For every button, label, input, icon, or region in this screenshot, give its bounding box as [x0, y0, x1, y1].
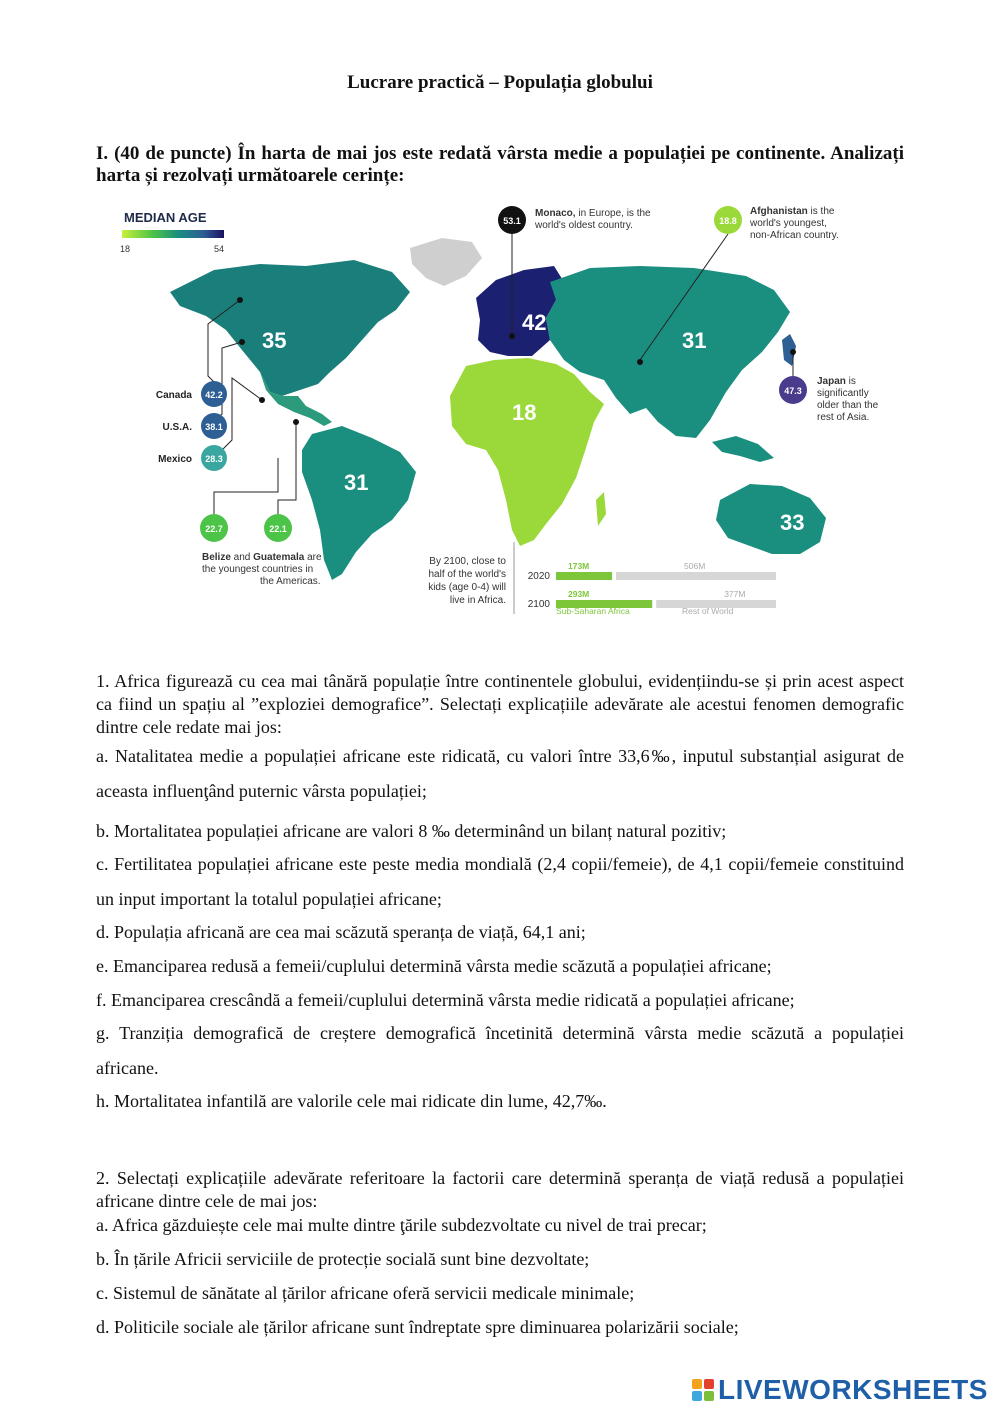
madagascar-shape: [596, 492, 606, 526]
kids-note-line1: By 2100, close to: [429, 556, 506, 567]
kids-note-line2: half of the world's: [428, 569, 506, 580]
americas-note-line2: the youngest countries in: [202, 564, 314, 575]
world-map-graphic: [110, 200, 890, 630]
kids-bar-year: 2020: [527, 571, 550, 582]
question-1-option-d: d. Populația africană are cea mai scăzută speranța de viață, 64,1 ani;: [96, 922, 586, 942]
oceania-shape: [716, 484, 826, 554]
logo-blocks-icon: [692, 1379, 714, 1401]
legend-min: 18: [120, 244, 131, 254]
japan-note-line2: significantly: [817, 388, 869, 399]
kids-bar-rest-label: 506M: [684, 561, 706, 571]
value-europe: 42: [522, 310, 547, 335]
question-1-lead: 1. Africa figurează cu cea mai tânără populație între continentele globului, evidențiindu-se și prin acest aspect ca fiind un spațiu al ”exploziei demografice”. Selectați explicațiile adevărate ale acestui fenomen demografic dintre cele redate mai jos:: [96, 671, 904, 737]
afghanistan-note-line1: Afghanistan is the: [750, 206, 835, 217]
afghanistan-note-line3: non-African country.: [750, 230, 839, 241]
section-intro: I. (40 de puncte) În harta de mai jos este redată vârsta medie a populației pe continente. Analizați harta și rezolvați următoarele cerințe:: [96, 143, 904, 186]
question-1-option-e: e. Emanciparea redusă a femeii/cuplului determină vârsta medie scăzută a populației africane;: [96, 956, 772, 976]
question-2-option-b: b. În țările Africii serviciile de protecție socială sunt bine dezvoltate;: [96, 1249, 590, 1269]
usa-label: U.S.A.: [162, 422, 192, 433]
japan-note-line3: older than the: [817, 400, 879, 411]
question-1-option-c: c. Fertilitatea populației africane este peste media mondială (2,4 copii/femeie), de 4,1 copii/femeie constituind un input important la totalul populației africane;: [96, 854, 904, 909]
liveworksheets-logo: [692, 1374, 988, 1406]
question-1-option-b: b. Mortalitatea populației africane are valori 8 ‰ determinând un bilanț natural pozitiv;: [96, 821, 727, 841]
question-1-option-g: g. Tranziția demografică de creștere demografică încetinită determină vârsta medie scăzută a populației africane.: [96, 1023, 904, 1078]
belize-value: 22.7: [205, 524, 223, 534]
mexico-value: 28.3: [205, 454, 223, 464]
question-2-option-a: a. Africa găzduiește cele mai multe dintre ţările subdezvoltate cu nivel de trai precar;: [96, 1215, 707, 1235]
guatemala-value: 22.1: [269, 524, 287, 534]
americas-note-line1: Belize and Guatemala are: [202, 552, 322, 563]
usa-value: 38.1: [205, 422, 223, 432]
value-asia: 31: [682, 328, 707, 353]
legend-sub-saharan: Sub-Saharan Africa: [556, 606, 630, 616]
kids-note-line4: live in Africa.: [449, 595, 506, 606]
japan-value: 47.3: [784, 386, 802, 396]
logo-text: LIVEWORKSHEETS: [718, 1374, 988, 1405]
japan-note-line4: rest of Asia.: [817, 412, 870, 423]
legend-max: 54: [214, 244, 225, 254]
question-2: [96, 1167, 904, 1339]
north-america-shape: [170, 260, 410, 396]
kids-population-bars: [528, 561, 776, 610]
southeast-asia-islands: [712, 436, 774, 462]
value-north-america: 35: [262, 328, 287, 353]
mexico-label: Mexico: [158, 454, 192, 465]
americas-note-line3: the Americas.: [260, 576, 321, 587]
canada-value: 42.2: [205, 390, 223, 400]
legend-gradient: [122, 230, 224, 238]
legend-rest-of-world: Rest of World: [682, 606, 734, 616]
kids-bar-rest: [616, 572, 776, 580]
kids-bar-year: 2100: [527, 599, 550, 610]
value-africa: 18: [512, 400, 537, 425]
kids-bar-africa: [556, 572, 612, 580]
page-title: Lucrare practică – Populația globului: [347, 72, 653, 93]
question-1: [96, 670, 904, 1113]
question-2-option-c: c. Sistemul de sănătate al țărilor africane oferă servicii medicale minimale;: [96, 1283, 635, 1303]
question-1-option-h: h. Mortalitatea infantilă are valorile cele mai ridicate din lume, 42,7‰.: [96, 1091, 607, 1111]
kids-bar-africa-label: 173M: [568, 561, 590, 571]
kids-bar-africa-label: 293M: [568, 589, 590, 599]
question-2-option-d: d. Politicile sociale ale țărilor africane sunt îndreptate spre diminuarea polarizării sociale;: [96, 1317, 739, 1337]
monaco-note-line2: world's oldest country.: [535, 220, 633, 231]
kids-bar-rest-label: 377M: [724, 589, 746, 599]
monaco-note-line1: Monaco, in Europe, is the: [535, 208, 651, 219]
greenland-shape: [410, 238, 482, 286]
canada-label: Canada: [155, 390, 192, 401]
value-oceania: 33: [780, 510, 805, 535]
value-south-america: 31: [344, 470, 369, 495]
kids-note-line3: kids (age 0-4) will: [428, 582, 506, 593]
question-2-lead: 2. Selectați explicațiile adevărate referitoare la factorii care determină speranța de viață redusă a populației africane dintre cele de mai jos:: [96, 1168, 904, 1211]
japan-note-line1: Japan is: [817, 376, 856, 387]
afghanistan-note-line2: world's youngest,: [750, 218, 827, 229]
legend-title: MEDIAN AGE: [124, 210, 207, 225]
question-1-option-a: a. Natalitatea medie a populației africane este ridicată, cu valori între 33,6‰, inputul substanțial asigurat de aceasta influenţând puternic vârsta populației;: [96, 746, 904, 801]
median-age-map: [110, 200, 890, 630]
monaco-value: 53.1: [503, 216, 521, 226]
question-1-option-f: f. Emanciparea crescândă a femeii/cuplului determină vârsta medie ridicată a populației africane;: [96, 990, 795, 1010]
africa-shape: [450, 358, 604, 546]
afghanistan-value: 18.8: [719, 216, 737, 226]
